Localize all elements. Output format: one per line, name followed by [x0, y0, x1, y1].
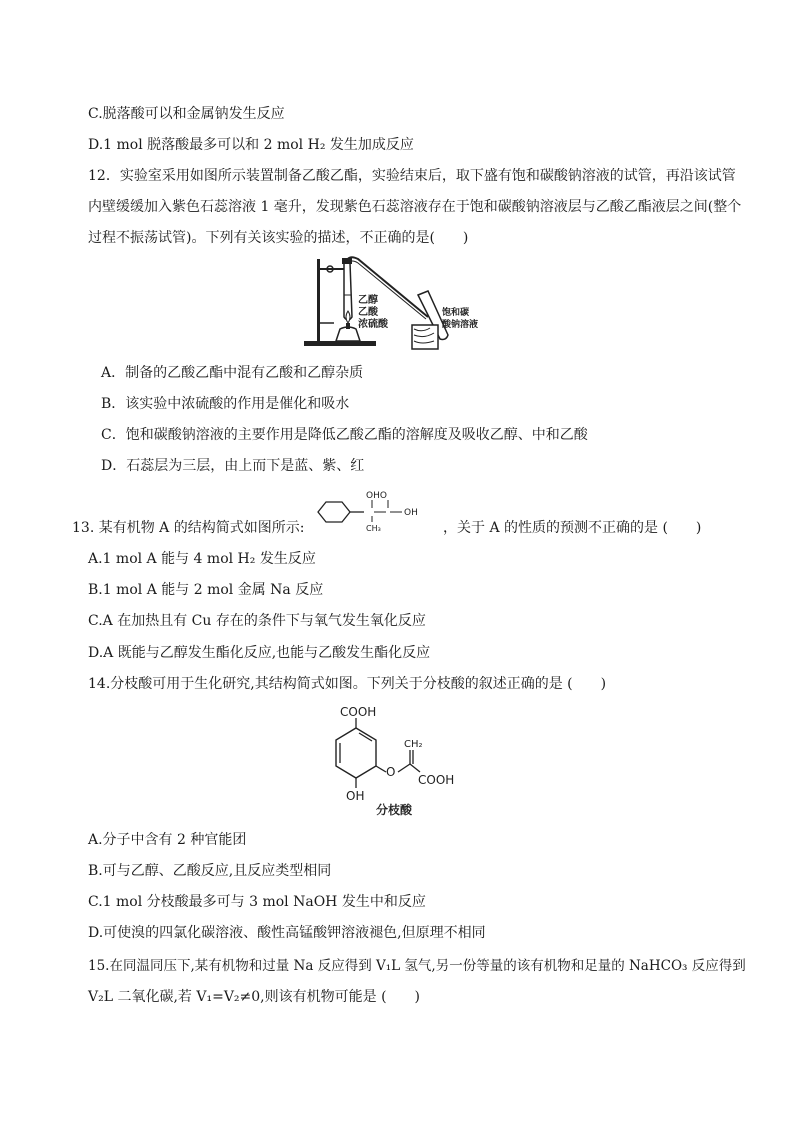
ch2-label: CH₂ [404, 739, 423, 750]
q12-option-d: D．石蕊层为三层，由上而下是蓝、紫、红 [101, 458, 365, 474]
q11-option-d: D.1 mol 脱落酸最多可以和 2 mol H₂ 发生加成反应 [88, 137, 414, 153]
q13-option-c: C.A 在加热且有 Cu 存在的条件下与氧气发生氧化反应 [88, 613, 426, 629]
ether-o-label: O [386, 765, 396, 779]
q13-structure-ch3-label: CH₃ [366, 524, 381, 532]
q12-option-a: A．制备的乙酸乙酯中混有乙酸和乙醇杂质 [101, 365, 364, 381]
q12-stem-line-3: 过程不振荡试管)。下列有关该实验的描述，不正确的是( ) [88, 230, 469, 246]
q13-option-a: A.1 mol A 能与 4 mol H₂ 发生反应 [88, 551, 316, 567]
q14-option-b: B.可与乙醇、乙酸反应,且反应类型相同 [88, 863, 332, 879]
q14-option-c: C.1 mol 分枝酸最多可与 3 mol NaOH 发生中和反应 [88, 894, 426, 910]
oh-label: OH [346, 789, 365, 803]
q13-option-b: B.1 mol A 能与 2 mol 金属 Na 反应 [88, 582, 324, 598]
q14-option-d: D.可使溴的四氯化碳溶液、酸性高锰酸钾溶液褪色,但原理不相同 [88, 925, 486, 941]
ester-apparatus-figure [300, 255, 500, 355]
label-sulfuric-acid: 浓硫酸 [358, 319, 388, 330]
q13-structure-oh-label: OH [404, 508, 418, 518]
q13-structure-figure [312, 488, 442, 532]
q13-stem-prefix: 13. 某有机物 A 的结构简式如图所示: [72, 520, 305, 536]
q13-stem-suffix: ，关于 A 的性质的预测不正确的是 ( ) [443, 520, 702, 536]
cooh-right-label: COOH [418, 773, 455, 787]
q15-stem-line-1: 15.在同温同压下,某有机物和过量 Na 反应得到 V₁L 氢气,另一份等量的该有机物和足量的 NaHCO₃ 反应得到 [88, 958, 746, 974]
chorismic-acid-name: 分枝酸 [376, 803, 413, 816]
q13-structure-top-label: OHO [366, 491, 387, 501]
q14-stem: 14.分枝酸可用于生化研究,其结构简式如图。下列关于分枝酸的叙述正确的是 ( ) [88, 676, 607, 692]
q13-option-d: D.A 既能与乙醇发生酯化反应,也能与乙酸发生酯化反应 [88, 645, 431, 661]
q15-stem-line-2: V₂L 二氧化碳,若 V₁=V₂≠0,则该有机物可能是 ( ) [88, 989, 421, 1005]
label-sodium-carbonate-1: 饱和碳 [442, 308, 470, 318]
chorismic-acid-structure-figure [320, 704, 480, 816]
q12-option-c: C．饱和碳酸钠溶液的主要作用是降低乙酸乙酯的溶解度及吸收乙醇、中和乙酸 [101, 427, 588, 443]
q14-option-a: A.分子中含有 2 种官能团 [88, 832, 247, 848]
q12-stem-line-1: 12．实验室采用如图所示装置制备乙酸乙酯，实验结束后，取下盛有饱和碳酸钠溶液的试管，再沿该试管 [88, 168, 736, 184]
label-acetic-acid: 乙酸 [358, 307, 378, 318]
q11-option-c: C.脱落酸可以和金属钠发生反应 [88, 106, 285, 122]
label-ethanol: 乙醇 [358, 295, 378, 306]
label-sodium-carbonate-2: 酸钠溶液 [442, 320, 479, 330]
q12-stem-line-2: 内壁缓缓加入紫色石蕊溶液 1 毫升，发现紫色石蕊溶液存在于饱和碳酸钠溶液层与乙酸乙酯液层之间(整个 [88, 199, 742, 215]
cooh-top-label: COOH [340, 705, 377, 719]
q12-option-b: B．该实验中浓硫酸的作用是催化和吸水 [101, 396, 350, 412]
